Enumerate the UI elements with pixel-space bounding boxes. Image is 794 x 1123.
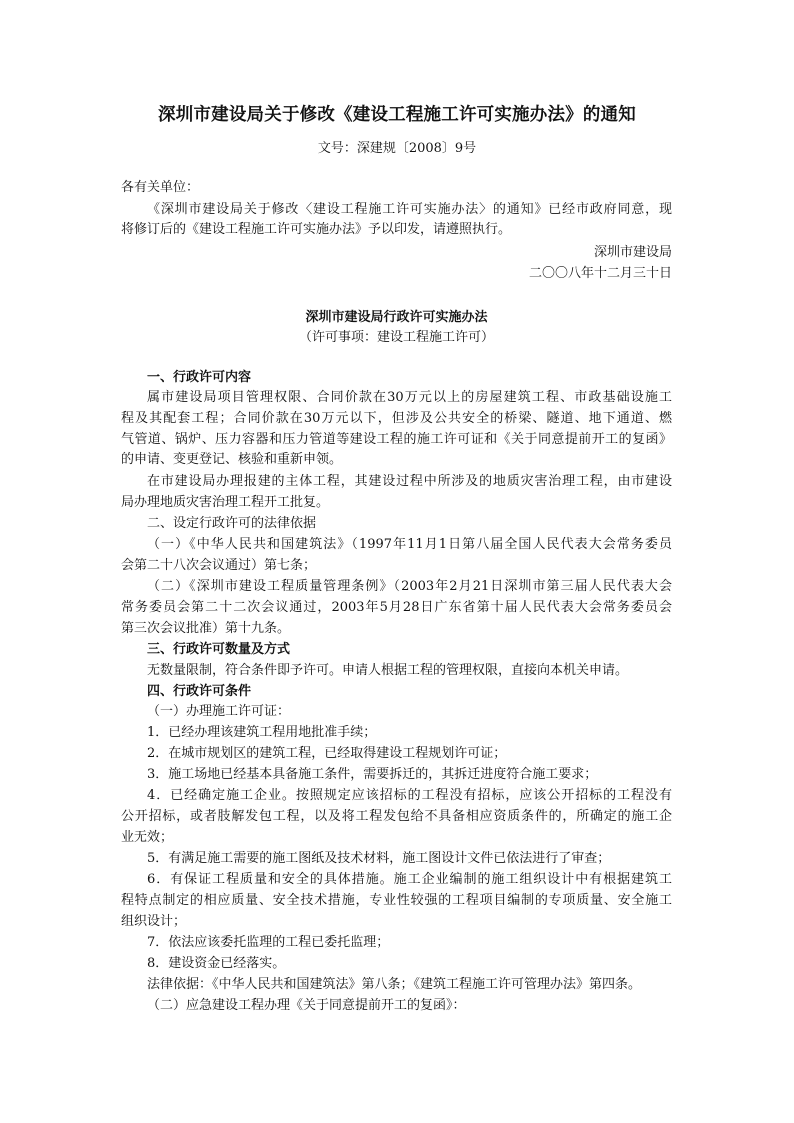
issue-date: 二〇〇八年十二月三十日 (528, 266, 672, 281)
condition-item: 6．有保证工程质量和安全的具体措施。施工企业编制的施工组织设计中有根据建筑工 (147, 872, 672, 887)
law-basis: 法律依据：《中华人民共和国建筑法》第八条；《建筑工程施工许可管理办法》第四条。 (147, 977, 642, 992)
paragraph-line: 组织设计； (121, 914, 187, 929)
paragraph-line: 第三次会议批准）第十九条。 (121, 621, 291, 636)
paragraph-line: 业无效； (121, 830, 174, 845)
issuer: 深圳市建设局 (593, 245, 672, 260)
paragraph-line: 局办理地质灾害治理工程开工批复。 (121, 495, 330, 510)
condition-item: 8．建设资金已经落实。 (147, 956, 286, 971)
paragraph-line: （一）《中华人民共和国建筑法》（1997年11月1日第八届全国人民代表大会常务委员 (147, 537, 672, 552)
intro-line: 《深圳市建设局关于修改〈建设工程施工许可实施办法〉的通知》已经市政府同意，现 (147, 202, 672, 217)
paragraph-line: 气管道、锅炉、压力容器和压力管道等建设工程的施工许可证和《关于同意提前开工的复函》 (121, 432, 672, 447)
paragraph-line: （二）《深圳市建设工程质量管理条例》（2003年2月21日深圳市第三届人民代表大会 (147, 579, 672, 594)
paragraph-line: 公开招标，或者肢解发包工程，以及将工程发包给不具备相应资质条件的，所确定的施工企 (121, 809, 672, 824)
sub-title-note: （许可事项：建设工程施工许可） (298, 330, 494, 345)
paragraph-line: 程及其配套工程；合同价款在30万元以下，但涉及公共安全的桥梁、隧道、地下通道、燃 (121, 411, 672, 426)
section-heading: 四、行政许可条件 (147, 684, 252, 699)
condition-item: 4．已经确定施工企业。按照规定应该招标的工程没有招标，应该公开招标的工程没有 (147, 788, 672, 803)
paragraph-line: 程特点制定的相应质量、安全技术措施，专业性较强的工程项目编制的专项质量、安全施工 (121, 893, 672, 908)
condition-item: 7．依法应该委托监理的工程已委托监理； (147, 935, 390, 950)
sub-heading: （一）办理施工许可证： (147, 704, 291, 719)
salutation: 各有关单位： (121, 180, 200, 195)
section-heading: 二、设定行政许可的法律依据 (147, 516, 317, 531)
paragraph-line: 属市建设局项目管理权限、合同价款在30万元以上的房屋建筑工程、市政基础设施工 (147, 390, 672, 405)
paragraph-line: 的申请、变更登记、核验和重新申领。 (121, 452, 343, 467)
paragraph-line: 常务委员会第二十二次会议通过，2003年5月28日广东省第十届人民代表大会常务委员会 (121, 600, 672, 615)
document-title: 深圳市建设局关于修改《建设工程施工许可实施办法》的通知 (158, 105, 636, 125)
document-number: 文号：深建规〔2008〕9号 (317, 141, 477, 156)
condition-item: 2．在城市规划区的建筑工程，已经取得建设工程规划许可证； (147, 746, 507, 761)
sub-title: 深圳市建设局行政许可实施办法 (305, 310, 488, 325)
condition-item: 5．有满足施工需要的施工图纸及技术材料，施工图设计文件已依法进行了审查； (147, 851, 611, 866)
section-heading: 一、行政许可内容 (147, 370, 252, 385)
condition-item: 3．施工场地已经基本具备施工条件，需要拆迁的，其拆迁进度符合施工要求； (147, 767, 598, 782)
paragraph-line: 无数量限制，符合条件即予许可。申请人根据工程的管理权限，直接向本机关申请。 (147, 663, 629, 678)
paragraph-line: 会第二十八次会议通过）第七条； (121, 558, 317, 573)
intro-line: 将修订后的《建设工程施工许可实施办法》予以印发，请遵照执行。 (121, 222, 512, 237)
condition-item: 1．已经办理该建筑工程用地批准手续； (147, 725, 377, 740)
sub-heading: （二）应急建设工程办理《关于同意提前开工的复函》： (147, 998, 466, 1013)
section-heading: 三、行政许可数量及方式 (147, 642, 291, 657)
paragraph-line: 在市建设局办理报建的主体工程，其建设过程中所涉及的地质灾害治理工程，由市建设 (147, 474, 672, 489)
